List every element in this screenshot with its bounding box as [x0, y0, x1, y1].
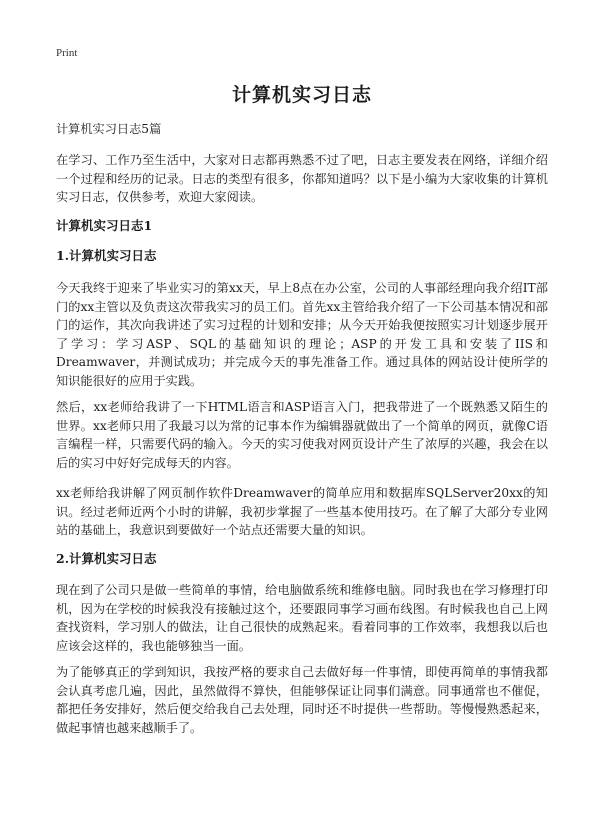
intro-paragraph: 在学习、工作乃至生活中，大家对日志都再熟悉不过了吧，日志主要发表在网络，详细介绍一个过程和经历的记录。日志的类型有很多，你都知道吗？以下是小编为大家收集的计算机实习日志，仅供参考，欢迎大家阅读。	[56, 153, 548, 204]
page-title: 计算机实习日志	[231, 84, 372, 106]
entry-1-paragraph-2: 然后，xx老师给我讲了一下HTML语言和ASP语言入门，把我带进了一个既熟悉又陌生的世界。xx老师只用了我最习以为常的记事本作为编辑器就做出了一个简单的网页，就像C语言编程一样，只需要代码的输入。今天的实习使我对网页设计产生了浓厚的兴趣，我会在以后的实习中好好完成每天的内容。	[56, 400, 548, 470]
entry-2-paragraph-2: 为了能够真正的学到知识，我按严格的要求自己去做好每一件事情，即使再简单的事情我都会认真考虑几遍，因此，虽然做得不算快，但能够保证让同事们满意。同事通常也不催促，都把任务安排好，然后便交给我自己去处理，同时还不时提供一些帮助。等慢慢熟悉起来，做起事情也越来越顺手了。	[56, 665, 548, 735]
section-heading: 计算机实习日志1	[56, 218, 153, 233]
entry-heading-1: 1.计算机实习日志	[56, 248, 157, 263]
entry-1-paragraph-3: xx老师给我讲解了网页制作软件Dreamwaver的简单应用和数据库SQLServer20xx的知识。经过老师近两个小时的讲解，我初步掌握了一些基本使用技巧。在了解了大部分专业网站的基础上，我意识到要做好一个站点还需要大量的知识。	[56, 486, 548, 537]
entry-1-paragraph-1: 今天我终于迎来了毕业实习的第xx天，早上8点在办公室，公司的人事部经理向我介绍IT部门的xx主管以及负责这次带我实习的员工们。首先xx主管给我介绍了一下公司基本情况和部门的运作，其次向我讲述了实习过程的计划和安排；从今天开始我便按照实习计划逐步展开了学习：学习ASP、SQL的基础知识的理论；ASP的开发工具和安装了IIS和Dreamwaver，并测试成功；并完成今天的事先准备工作。通过具体的网站设计使所学的知识能很好的应用于实践。	[56, 281, 548, 388]
entry-2-paragraph-1: 现在到了公司只是做一些简单的事情，给电脑做系统和维修电脑。同时我也在学习修理打印机，因为在学校的时候我没有接触过这个，还要跟同事学习画布线图。有时候我也自己上网查找资料，学习别人的做法，让自己很快的成熟起来。看着同事的工作效率，我想我以后也应该会这样的，我也能够独当一面。	[56, 583, 548, 653]
print-link[interactable]: Print	[56, 47, 78, 59]
entry-heading-2: 2.计算机实习日志	[56, 551, 157, 566]
document-subtitle: 计算机实习日志5篇	[56, 122, 162, 136]
